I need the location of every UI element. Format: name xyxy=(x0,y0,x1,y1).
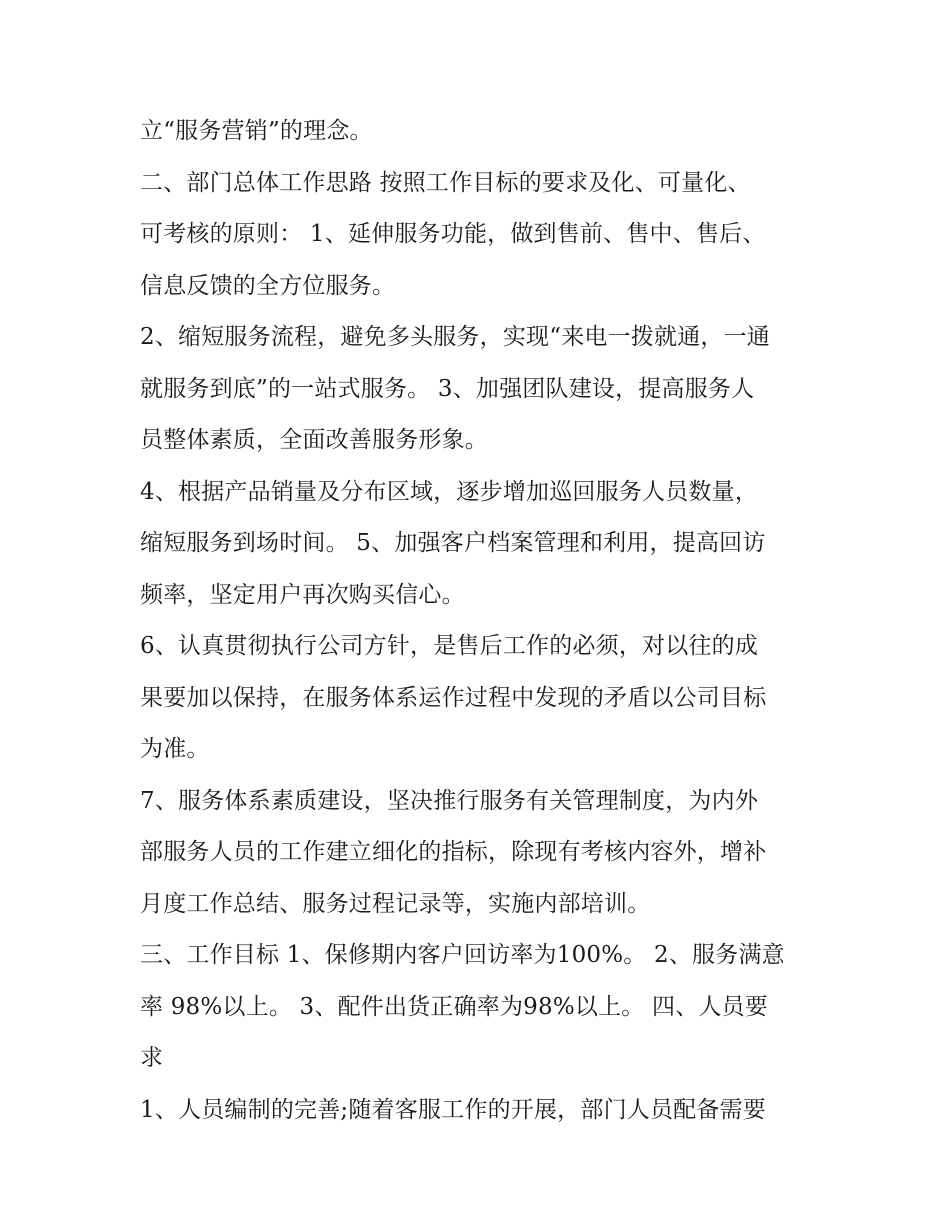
text-line: 6、认真贯彻执行公司方针，是售后工作的必须，对以往的成 xyxy=(140,633,759,659)
text-line: 月度工作总结、服务过程记录等，实施内部培训。 xyxy=(140,890,651,917)
text-line: 立“服务营销”的理念。 xyxy=(140,118,373,144)
text-line: 率 98%以上。 3、配件出货正确率为98%以上。 四、人员要 xyxy=(140,993,769,1020)
text-line: 缩短服务到场时间。 5、加强客户档案管理和利用，提高回访 xyxy=(140,530,766,556)
text-line: 就服务到底”的一站式服务。 3、加强团队建设，提高服务人 xyxy=(140,375,755,402)
text-line: 1、人员编制的完善;随着客服工作的开展，部门人员配备需要 xyxy=(140,1096,766,1123)
text-line: 三、工作目标 1、保修期内客户回访率为100%。 2、服务满意 xyxy=(140,942,785,968)
text-line: 求 xyxy=(140,1045,164,1071)
text-line: 员整体素质，全面改善服务形象。 xyxy=(140,427,488,453)
text-line: 2、缩短服务流程，避免多头服务，实现“来电一拨就通，一通 xyxy=(140,324,770,350)
text-line: 可考核的原则： 1、延伸服务功能，做到售前、售中、售后、 xyxy=(140,221,766,247)
document-body xyxy=(140,106,840,1136)
text-line: 信息反馈的全方位服务。 xyxy=(140,272,396,299)
text-line: 二、部门总体工作思路 按照工作目标的要求及化、可量化、 xyxy=(140,169,751,196)
text-line: 为准。 xyxy=(140,736,210,762)
text-line: 频率，坚定用户再次购买信心。 xyxy=(140,581,465,608)
text-line: 7、服务体系素质建设，坚决推行服务有关管理制度，为内外 xyxy=(140,787,759,814)
text-line: 4、根据产品销量及分布区域，逐步增加巡回服务人员数量， xyxy=(140,478,759,505)
text-line: 果要加以保持，在服务体系运作过程中发现的矛盾以公司目标 xyxy=(140,684,767,711)
text-line: 部服务人员的工作建立细化的指标，除现有考核内容外，增补 xyxy=(140,839,767,865)
